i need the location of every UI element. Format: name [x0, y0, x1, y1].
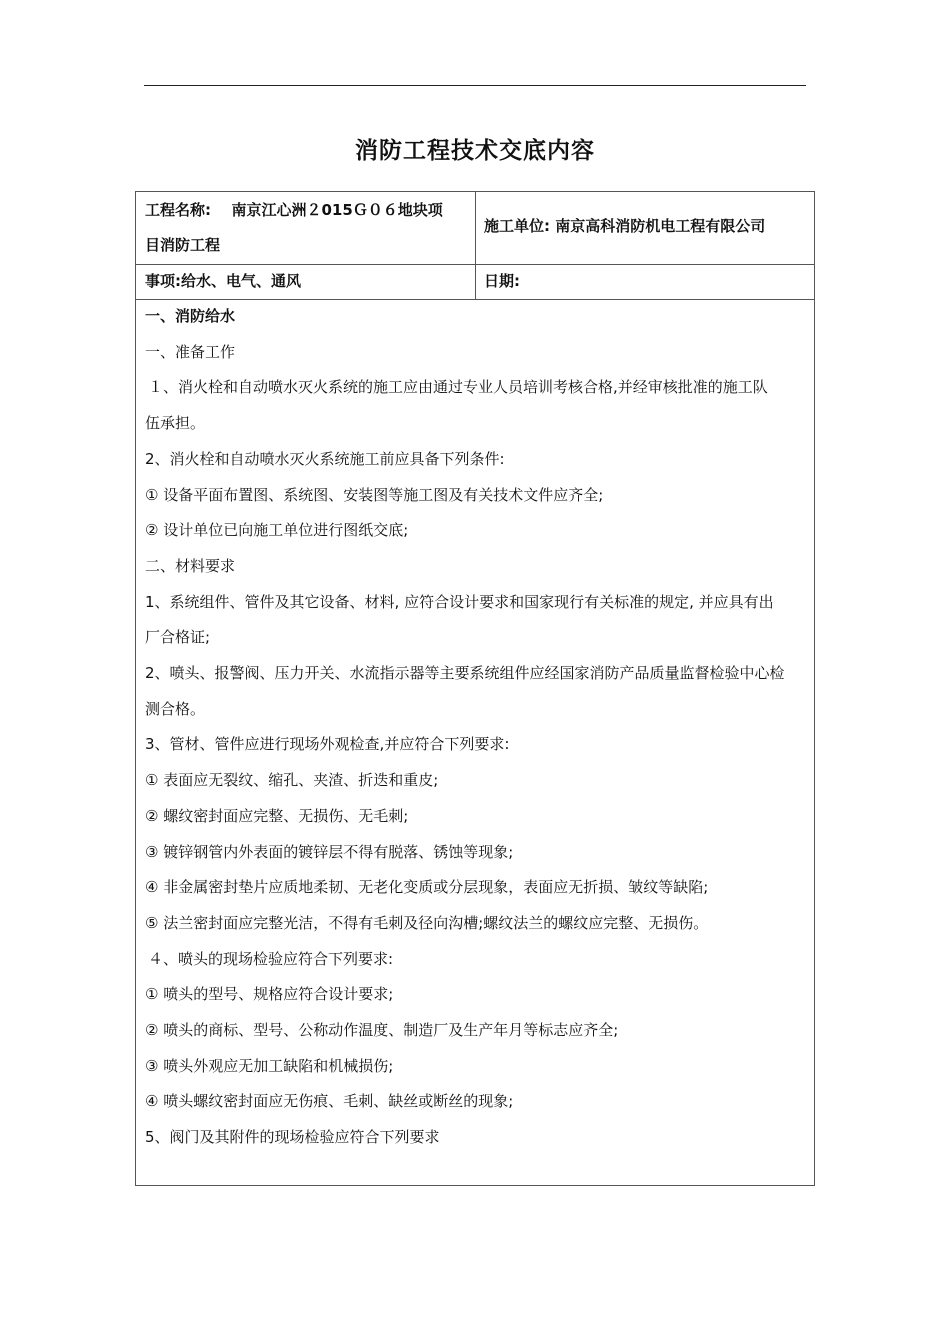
items-value: 给水、电气、通风: [181, 272, 302, 290]
header-rule: [144, 85, 806, 86]
document-title: 消防工程技术交底内容: [355, 138, 595, 164]
body-line: ③ 喷头外观应无加工缺陷和机械损伤;: [145, 1056, 394, 1075]
project-name-cell: [136, 192, 476, 264]
contractor-label: 施工单位:: [484, 217, 550, 235]
project-name-value: 南京江心洲２015Ｇ０６地块项: [231, 201, 443, 219]
disclosure-table: [135, 191, 815, 1186]
body-line: ① 喷头的型号、规格应符合设计要求;: [145, 985, 394, 1004]
body-line: １、消火栓和自动喷水灭火系统的施工应由通过专业人员培训考核合格,并经审核批准的施工队: [148, 378, 768, 397]
body-line: 测合格。: [145, 699, 206, 718]
body-line: ４、喷头的现场检验应符合下列要求:: [148, 949, 394, 968]
body-line: ① 设备平面布置图、系统图、安装图等施工图及有关技术文件应齐全;: [145, 485, 604, 504]
contractor-value: 南京高科消防机电工程有限公司: [555, 217, 766, 235]
body-line: ④ 非金属密封垫片应质地柔韧、无老化变质或分层现象，表面应无折损、皱纹等缺陷;: [145, 878, 709, 897]
body-line: ④ 喷头螺纹密封面应无伤痕、毛刺、缺丝或断丝的现象;: [145, 1092, 514, 1111]
body-line: ③ 镀锌钢管内外表面的镀锌层不得有脱落、锈蚀等现象;: [145, 842, 514, 861]
items-cell: [136, 264, 476, 299]
body-line: ② 设计单位已向施工单位进行图纸交底;: [145, 521, 409, 540]
date-label: 日期:: [484, 272, 520, 290]
body-line: 1、系统组件、管件及其它设备、材料, 应符合设计要求和国家现行有关标准的规定, 并应具有出: [145, 592, 774, 611]
body-line: 伍承担。: [145, 414, 206, 433]
body-line: 5、阀门及其附件的现场检验应符合下列要求: [145, 1128, 440, 1147]
body-line: ② 喷头的商标、型号、公称动作温度、制造厂及生产年月等标志应齐全;: [145, 1021, 619, 1040]
body-line: ⑤ 法兰密封面应完整光洁，不得有毛刺及径向沟槽;螺纹法兰的螺纹应完整、无损伤。: [145, 913, 709, 932]
project-name-label: 工程名称:: [145, 201, 211, 219]
contractor-cell: [476, 192, 814, 264]
body-line: 2、喷头、报警阀、压力开关、水流指示器等主要系统组件应经国家消防产品质量监督检验中心检: [145, 664, 785, 683]
body-line: ① 表面应无裂纹、缩孔、夹渣、折迭和重皮;: [145, 771, 439, 790]
body-line: 3、管材、管件应进行现场外观检查,并应符合下列要求:: [145, 735, 510, 754]
body-line: ② 螺纹密封面应完整、无损伤、无毛刺;: [145, 806, 409, 825]
items-row: [136, 264, 814, 300]
subsection-heading: 二、材料要求: [145, 556, 236, 575]
project-row: [136, 192, 814, 265]
project-name-value-cont: 目消防工程: [145, 236, 221, 254]
body-line: 厂合格证;: [145, 628, 211, 647]
body-line: 2、消火栓和自动喷水灭火系统施工前应具备下列条件:: [145, 449, 505, 468]
disclosure-body: [145, 299, 811, 1156]
section-heading: 一、消防给水: [145, 307, 236, 325]
items-label: 事项:: [145, 272, 181, 290]
subsection-heading: 一、准备工作: [145, 342, 236, 361]
date-cell: [476, 264, 814, 299]
